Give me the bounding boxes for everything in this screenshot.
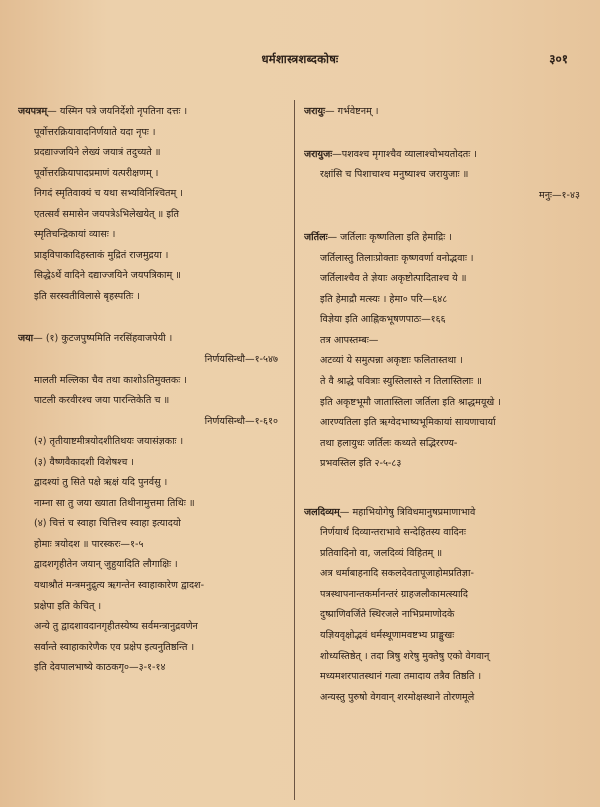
column-divider xyxy=(294,100,295,800)
entry-line: अन्यस्तु पुरुषो वेगवान् शरमोक्षस्थाने तोरणमूले xyxy=(320,691,475,703)
headword-jartila: जर्तिलः xyxy=(304,232,328,244)
entry-line: जरायुः— गर्भवेष्टनम् । xyxy=(304,106,379,117)
page-number: ३०१ xyxy=(549,52,568,66)
left-column xyxy=(18,102,286,802)
entry-gap xyxy=(304,206,588,228)
entry-line: अटव्यां ये समुत्पन्ना अकृष्टाः फलितास्तथा । xyxy=(320,355,463,367)
entry-line: प्रतिवादिनो वा, जलदिव्यं विहितम् ॥ xyxy=(320,547,443,559)
entry-line: प्रदद्याज्जयिने लेख्यं जयात्रं तदुच्यते ॥ xyxy=(34,147,161,159)
entry-line: इति सरस्वतीविलासे बृहस्पतिः । xyxy=(34,290,140,302)
entry-line: प्रभवस्तिल इति २-५-८३ xyxy=(320,458,402,470)
right-column xyxy=(304,102,588,802)
entry-line: (४) चित्तं च स्वाहा चित्तिश्च स्वाहा इत्यादयो xyxy=(34,518,181,530)
entry-line: अत्र धर्माबाहनादि सकलदेवतापूजाहोमप्रतिज्ञा- xyxy=(320,568,474,580)
entry-line: तथा हलायुधः जर्तिलः कथ्यते सद्भिररण्य- xyxy=(320,437,458,449)
entry-line: पाटली करवीरश्च जया पारन्तिकेति च ॥ xyxy=(34,395,170,407)
entry-line: यज्ञियवृक्षोद्भवं धर्मस्थूणामवष्टभ्य प्राङ्मुखः xyxy=(320,630,455,642)
entry-line: सर्वान्ते स्वाहाकारेणैक एव प्रक्षेप इत्यनुतिष्ठन्ति । xyxy=(34,641,195,653)
entry-line: जर्तिलास्तु तिलाःप्रोक्ताः कृष्णवर्णा वनोद्भवाः । xyxy=(320,252,474,264)
headword-jayapatram: जयपत्रम् xyxy=(18,106,48,117)
entry-line: जर्तिलाश्चैव ते ज्ञेयाः अकृष्टोत्पादिताश्च ये ॥ xyxy=(320,273,467,285)
entry-line: जलदिव्यम्— महाभियोगेषु त्रिविधमानुषप्रमाणाभावे xyxy=(304,506,476,518)
entry-line: (३) वैष्णवैकादशी विशेषश्च । xyxy=(34,456,134,468)
entry-line: प्राड्विपाकादिहस्ताकं मुद्रितं राजमुद्रया । xyxy=(34,249,169,261)
entry-line: पत्रस्थापनान्तकर्मानन्तरं ग्राहजलौकामत्स्यादि xyxy=(320,588,469,600)
entry-gap xyxy=(304,123,588,145)
entry-line: मालती मल्लिका चैव तथा काशोऽतिमुक्तकः । xyxy=(34,374,187,386)
entry-line: इति हेमाद्रौ मत्स्यः । हेमा० परि—६४८ xyxy=(320,293,448,305)
entry-line: रक्षांसि च पिशाचाश्च मनुष्याश्च जरायुजाः ॥ xyxy=(320,169,469,181)
entry-gap xyxy=(304,475,588,503)
entry-line: निर्णयार्थं दिव्यान्तराभावे सन्देहितस्य वादिनः xyxy=(320,527,466,539)
entry-line: प्रक्षेपा इति केचित् । xyxy=(34,600,102,612)
entry-line: पूर्वोत्तरक्रियापादप्रमाणं यत्परीक्षणम् । xyxy=(34,167,159,179)
entry-line: स्मृतिचन्द्रिकायां व्यासः । xyxy=(34,229,116,241)
entry-line: पूर्वोत्तरक्रियावादनिर्णयाते यदा नृपः । xyxy=(34,126,156,138)
entry-line: दुष्प्राणिवर्जिते स्थिरजले नाभिप्रमाणोदके xyxy=(320,609,455,621)
entry-line: मध्यमशरपातस्थानं गत्वा तमादाय तत्रैव तिष्ठति । xyxy=(320,671,482,683)
entry-line: विज्ञेया इति आह्निकभूषणपाठः—१६६ xyxy=(320,314,446,326)
entry-line: जया— (१) कुटजपुष्पमिति नरसिंहवाजपेयी । xyxy=(18,333,173,345)
headword-jaya: जया xyxy=(18,333,34,345)
headword-jaladivyam: जलदिव्यम् xyxy=(304,506,340,518)
entry-line: आरण्यतिला इति ऋग्वेदभाष्यभूमिकायां सायणाचार्या xyxy=(320,417,496,429)
citation: निर्णयसिन्धौ—१-५४७ xyxy=(204,354,278,366)
entry-line: जर्तिलः— जर्तिलाः कृष्णतिला इति हेमाद्रिः । xyxy=(304,232,452,244)
headword-jarayuja: जरायुजः xyxy=(304,148,333,160)
entry-line: इति देवपालभाष्ये काठकगृ०—३-१-१४ xyxy=(34,662,166,674)
headword-jarayu: जरायुः xyxy=(304,106,326,117)
citation: मनुः—१-४३ xyxy=(538,189,580,201)
entry-line: द्वादश्यां तु सिते पक्षे ऋक्षं यदि पुनर्वसु । xyxy=(34,477,168,489)
citation: निर्णयसिन्धौ—१-६१० xyxy=(204,415,278,427)
entry-line: जयपत्रम्— यस्मिन पत्रे जयनिर्देशो नृपतिना दत्तः । xyxy=(18,106,188,117)
entry-line: इति अकृष्टभूमौ जातास्तिला जर्तिला इति श्राद्धमयूखे । xyxy=(320,396,501,408)
entry-line: नाम्ना सा तु जया ख्याता तिथीनामुत्तमा तिथिः ॥ xyxy=(34,497,195,509)
page-title: धर्मशास्त्रशब्दकोषः xyxy=(261,52,339,66)
entry-line: शोध्यस्तिष्ठेत् । तदा त्रिषु शरेषु मुक्तेषु एको वेगवान् xyxy=(320,650,490,662)
entry-line: यथाश्रौतं मन्त्रमनुद्रुत्य ऋगन्तेन स्वाहाकारेण द्वादश- xyxy=(34,580,205,592)
entry-line: होमाः त्रयोदश ॥ पारस्करः—१-५ xyxy=(34,538,144,550)
entry-line: तत्र आपस्तम्बः— xyxy=(320,334,379,346)
entry-line: द्वादशगृहीतेन जयान् जुहुयादिति लौगाक्षिः । xyxy=(34,559,178,571)
entry-line: ते वै श्राद्धे पवित्राः स्युस्तिलास्ते न तिलास्तिलाः ॥ xyxy=(320,376,482,388)
entry-line: एतत्सर्वं समासेन जयपत्रेऽभिलेखयेत् ॥ इति xyxy=(34,208,179,220)
entry-line: निगदं स्मृतिवाक्यं च यथा सभ्यविनिश्चितम् । xyxy=(34,188,183,200)
entry-gap xyxy=(18,307,286,329)
entry-line: जरायुजः—पशवश्च मृगाश्चैव व्यालाश्चोभयतोदतः । xyxy=(304,148,477,160)
entry-line: (२) तृतीयाष्टमीत्रयोदशीतिथयः जयासंज्ञकाः । xyxy=(34,436,184,448)
entry-line: सिद्धेऽर्थे वादिने दद्याज्जयिने जयपत्रिकाम् ॥ xyxy=(34,270,182,282)
entry-line: अन्ये तु द्वादशावदानगृहीतस्येष्य सर्वमन्त्रानुद्रवणेन xyxy=(34,621,198,633)
